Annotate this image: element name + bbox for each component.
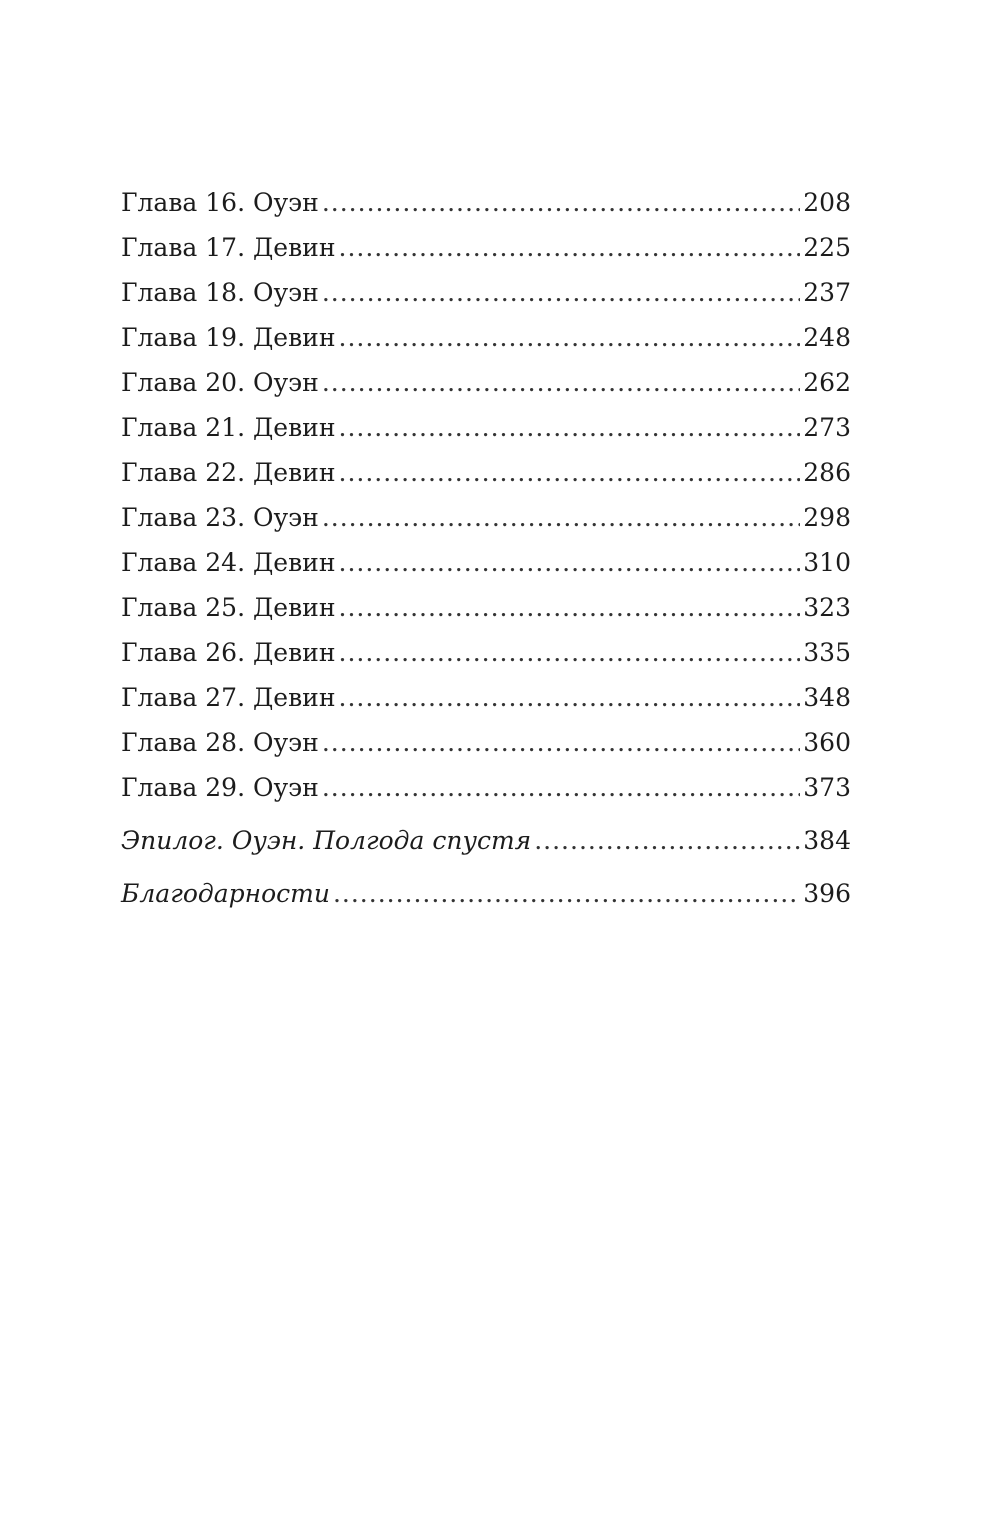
toc-entry-title: Глава 22. Девин (121, 458, 336, 487)
toc-entry-chapter-27 (121, 675, 851, 720)
toc-entry-chapter-16 (121, 180, 851, 225)
toc-entry-title: Глава 20. Оуэн (121, 368, 319, 397)
toc-entry-title: Глава 19. Девин (121, 323, 336, 352)
toc-entry-acknowledgements (121, 871, 851, 916)
dot-leader (339, 630, 801, 675)
toc-entry-title: Глава 27. Девин (121, 683, 336, 712)
toc-entry-chapter-17 (121, 225, 851, 270)
dot-leader (322, 180, 800, 225)
toc-entry-chapter-19 (121, 315, 851, 360)
toc-entry-title: Глава 23. Оуэн (121, 503, 319, 532)
toc-entry-title: Глава 26. Девин (121, 638, 336, 667)
toc-entry-chapter-25 (121, 585, 851, 630)
toc-entry-page: 262 (803, 368, 851, 397)
toc-entry-title: Глава 16. Оуэн (121, 188, 319, 217)
dot-leader (339, 450, 801, 495)
toc-entry-page: 360 (803, 728, 851, 757)
toc-entry-page: 310 (803, 548, 851, 577)
toc-entry-page: 373 (803, 773, 851, 802)
toc-entry-chapter-26 (121, 630, 851, 675)
toc-entry-page: 225 (803, 233, 851, 262)
toc-entry-page: 348 (803, 683, 851, 712)
dot-leader (322, 720, 800, 765)
toc-entry-page: 298 (803, 503, 851, 532)
toc-entry-page: 286 (803, 458, 851, 487)
toc-entry-title: Благодарности (121, 879, 330, 908)
toc-entry-title: Эпилог. Оуэн. Полгода спустя (121, 826, 532, 855)
toc-entry-chapter-24 (121, 540, 851, 585)
toc-entry-chapter-29 (121, 765, 851, 810)
dot-leader (322, 495, 800, 540)
toc-entry-chapter-23 (121, 495, 851, 540)
dot-leader (339, 225, 801, 270)
dot-leader (339, 585, 801, 630)
dot-leader (339, 315, 801, 360)
toc-entry-page: 237 (803, 278, 851, 307)
dot-leader (322, 765, 800, 810)
toc-entry-chapter-22 (121, 450, 851, 495)
table-of-contents (121, 180, 851, 916)
toc-entry-chapter-28 (121, 720, 851, 765)
dot-leader (339, 675, 801, 720)
toc-entry-title: Глава 28. Оуэн (121, 728, 319, 757)
dot-leader (322, 270, 800, 315)
toc-entry-chapter-20 (121, 360, 851, 405)
toc-entry-title: Глава 21. Девин (121, 413, 336, 442)
toc-entry-chapter-21 (121, 405, 851, 450)
toc-entry-page: 208 (803, 188, 851, 217)
dot-leader (333, 871, 800, 916)
toc-entry-page: 273 (803, 413, 851, 442)
dot-leader (339, 540, 801, 585)
toc-entry-chapter-18 (121, 270, 851, 315)
toc-entry-title: Глава 18. Оуэн (121, 278, 319, 307)
dot-leader (339, 405, 801, 450)
dot-leader (322, 360, 800, 405)
toc-entry-page: 248 (803, 323, 851, 352)
dot-leader (534, 818, 800, 863)
toc-entry-page: 335 (803, 638, 851, 667)
toc-entry-page: 323 (803, 593, 851, 622)
toc-entry-epilogue (121, 818, 851, 863)
toc-entry-page: 384 (803, 826, 851, 855)
toc-entry-title: Глава 17. Девин (121, 233, 336, 262)
toc-entry-page: 396 (803, 879, 851, 908)
toc-entry-title: Глава 25. Девин (121, 593, 336, 622)
toc-entry-title: Глава 24. Девин (121, 548, 336, 577)
toc-entry-title: Глава 29. Оуэн (121, 773, 319, 802)
